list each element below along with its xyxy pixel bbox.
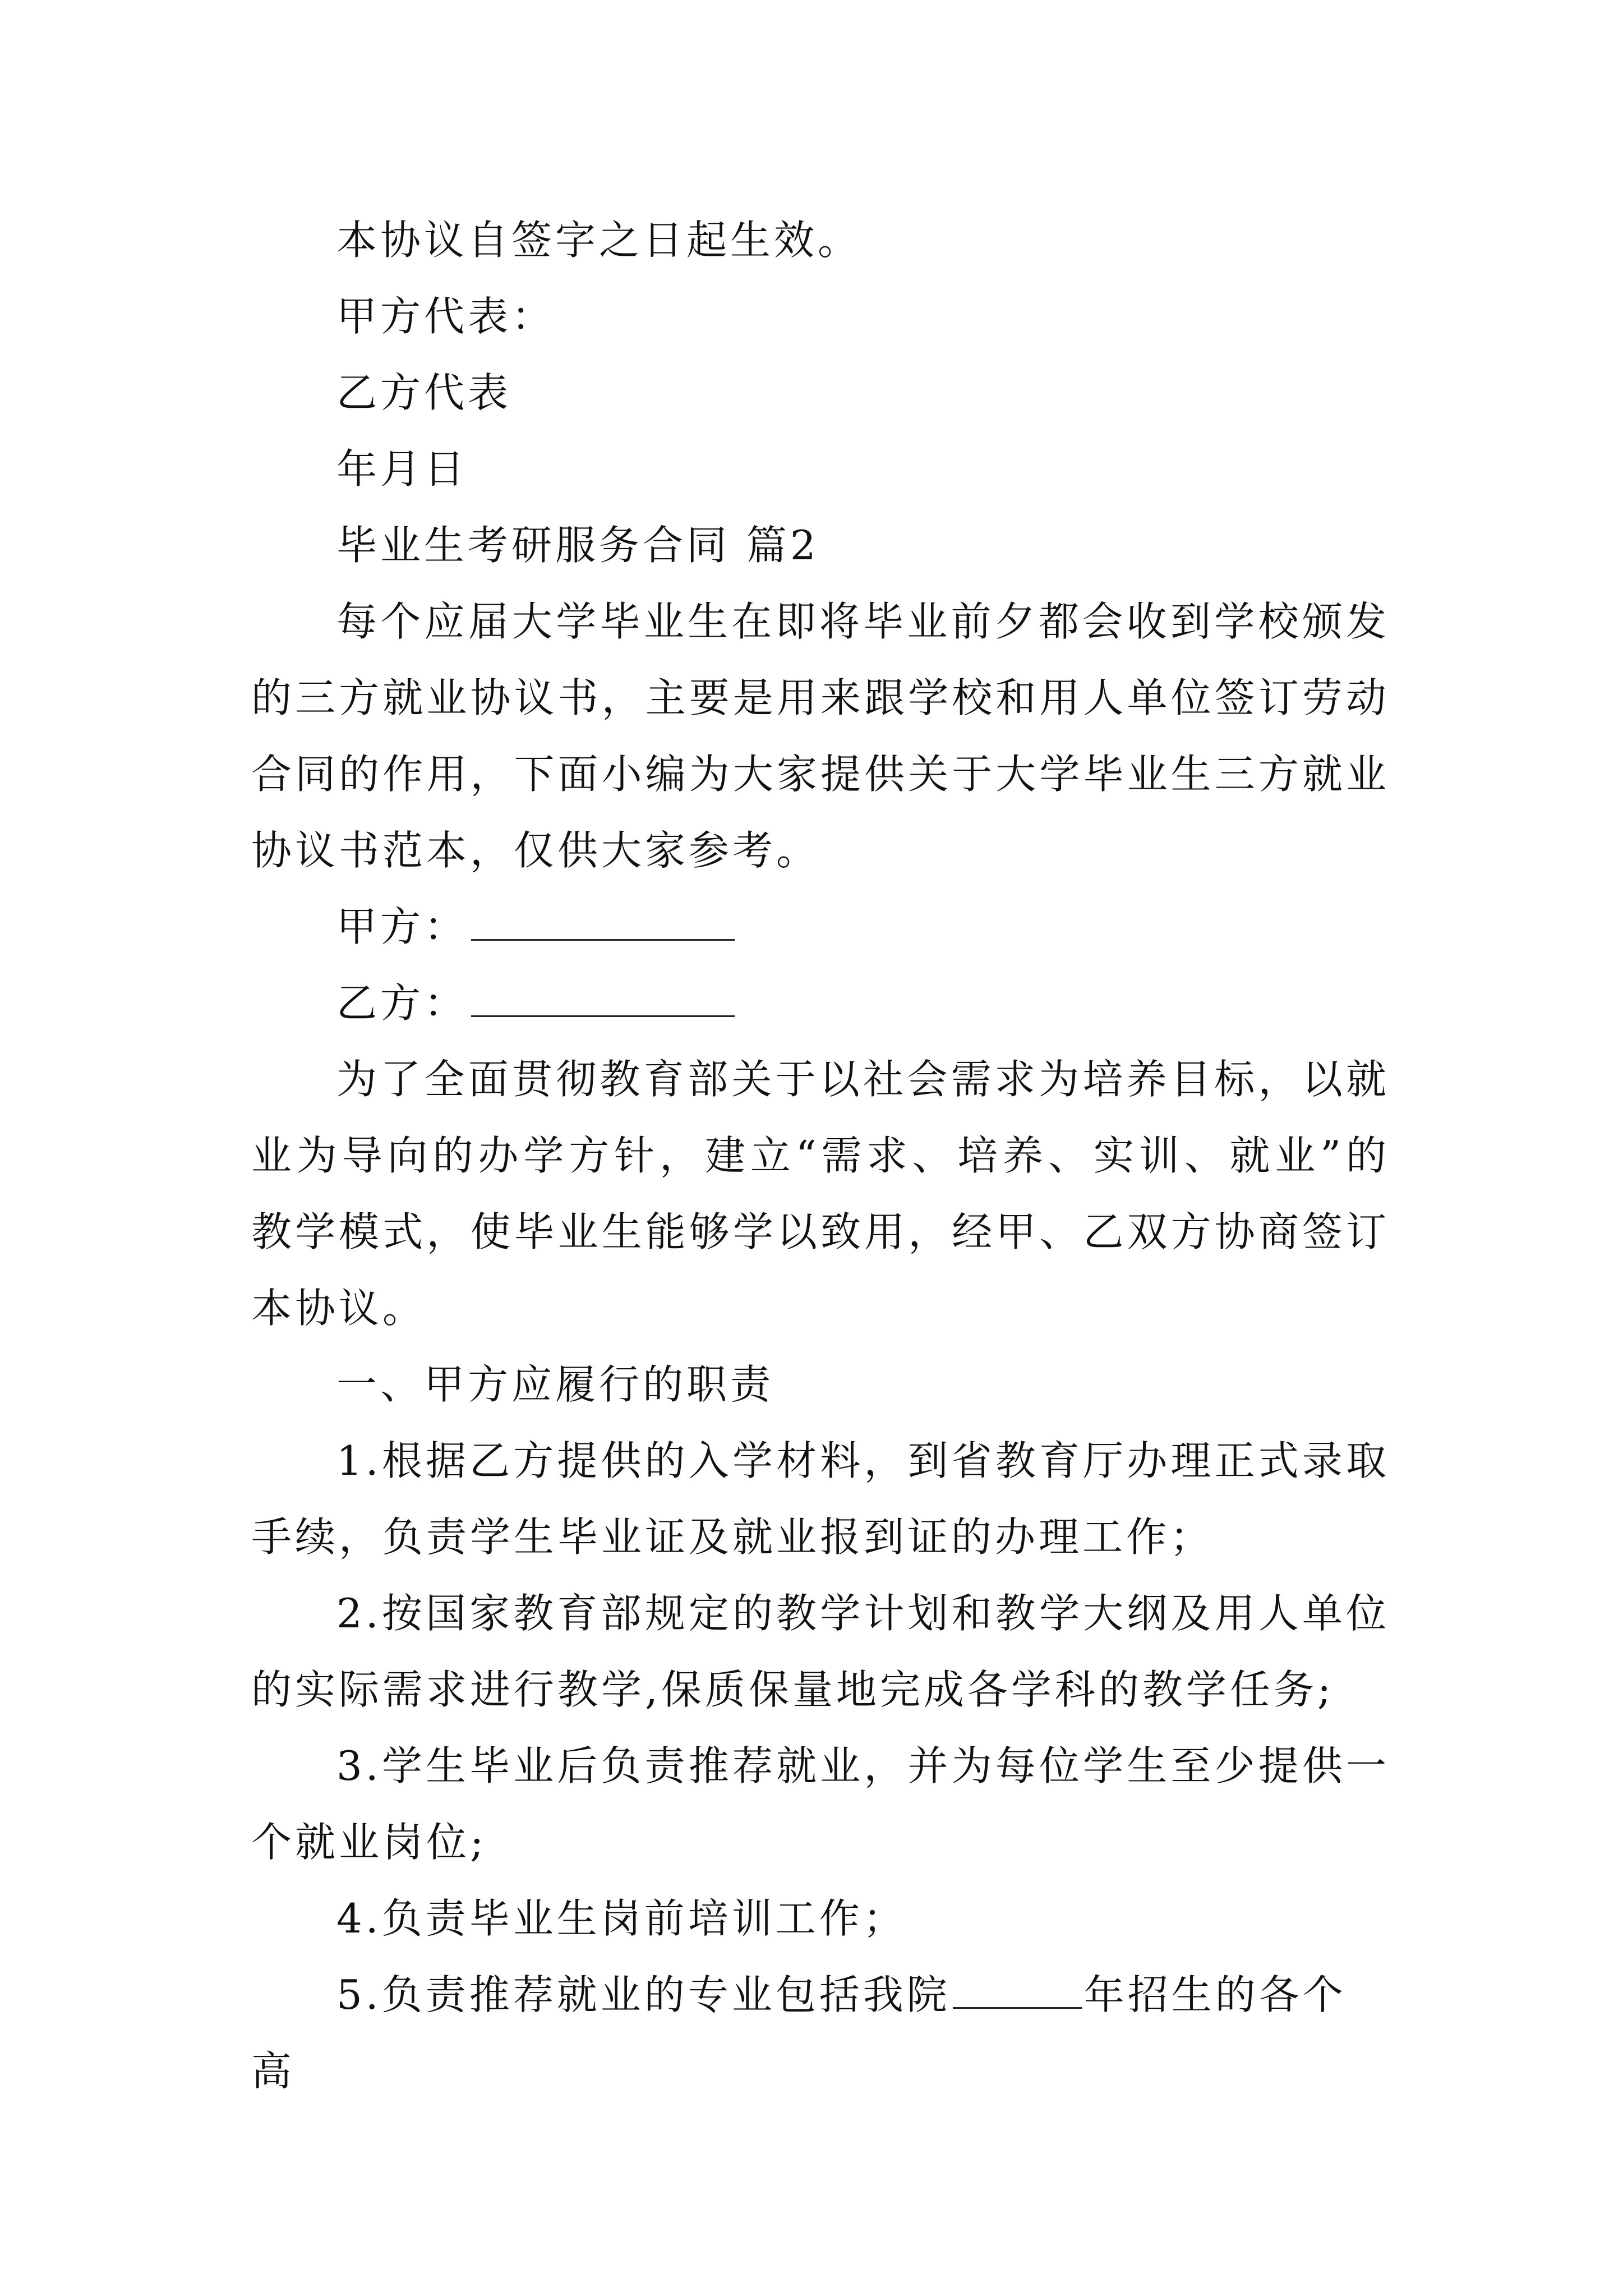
party-b-representative: 乙方代表 <box>336 369 512 416</box>
party-a-representative: 甲方代表： <box>336 293 556 340</box>
effective-clause: 本协议自签字之日起生效。 <box>336 217 862 264</box>
duty-item-3: 3.学生毕业后负责推荐就业，并为每位学生至少提供一个就业岗位; <box>251 1742 1390 1866</box>
duty-item-4: 4.负责毕业生岗前培训工作； <box>336 1895 907 1942</box>
year-blank <box>953 1971 1082 2009</box>
document-body <box>251 202 1390 2109</box>
party-a-blank <box>471 903 735 941</box>
signing-date: 年月日 <box>336 445 468 493</box>
section-title: 毕业生考研服务合同 篇2 <box>336 522 819 569</box>
intro-paragraph: 每个应届大学毕业生在即将毕业前夕都会收到学校颁发的三方就业协议书，主要是用来跟学校和用人单位签订劳动合同的作用，下面小编为大家提供关于大学毕业生三方就业协议书范本，仅供大家参考。 <box>251 598 1390 874</box>
party-a-line <box>251 889 1390 965</box>
purpose-paragraph: 为了全面贯彻教育部关于以社会需求为培养目标，以就业为导向的办学方针，建立“需求、培养、实训、就业”的教学模式，使毕业生能够学以致用，经甲、乙双方协商签订本协议。 <box>251 1056 1390 1332</box>
party-b-line <box>251 965 1390 1041</box>
duty-item-2: 2.按国家教育部规定的教学计划和教学大纲及用人单位的实际需求进行教学,保质保量地完成各学科的教学任务; <box>251 1590 1390 1713</box>
party-b-label: 乙方： <box>336 979 468 1027</box>
duty-item-1: 1.根据乙方提供的入学材料，到省教育厅办理正式录取手续，负责学生毕业证及就业报到证的办理工作； <box>251 1437 1390 1561</box>
duty-item-5 <box>251 1957 1390 2109</box>
party-a-label: 甲方： <box>336 903 468 950</box>
duty-item-5-start: 5.负责推荐就业的专业包括我院 <box>336 1971 951 2018</box>
duty-item-5-end: 年招生的各个高 <box>251 1971 1347 2095</box>
party-b-blank <box>471 979 735 1017</box>
duty-heading: 一、甲方应履行的职责 <box>336 1361 774 1408</box>
